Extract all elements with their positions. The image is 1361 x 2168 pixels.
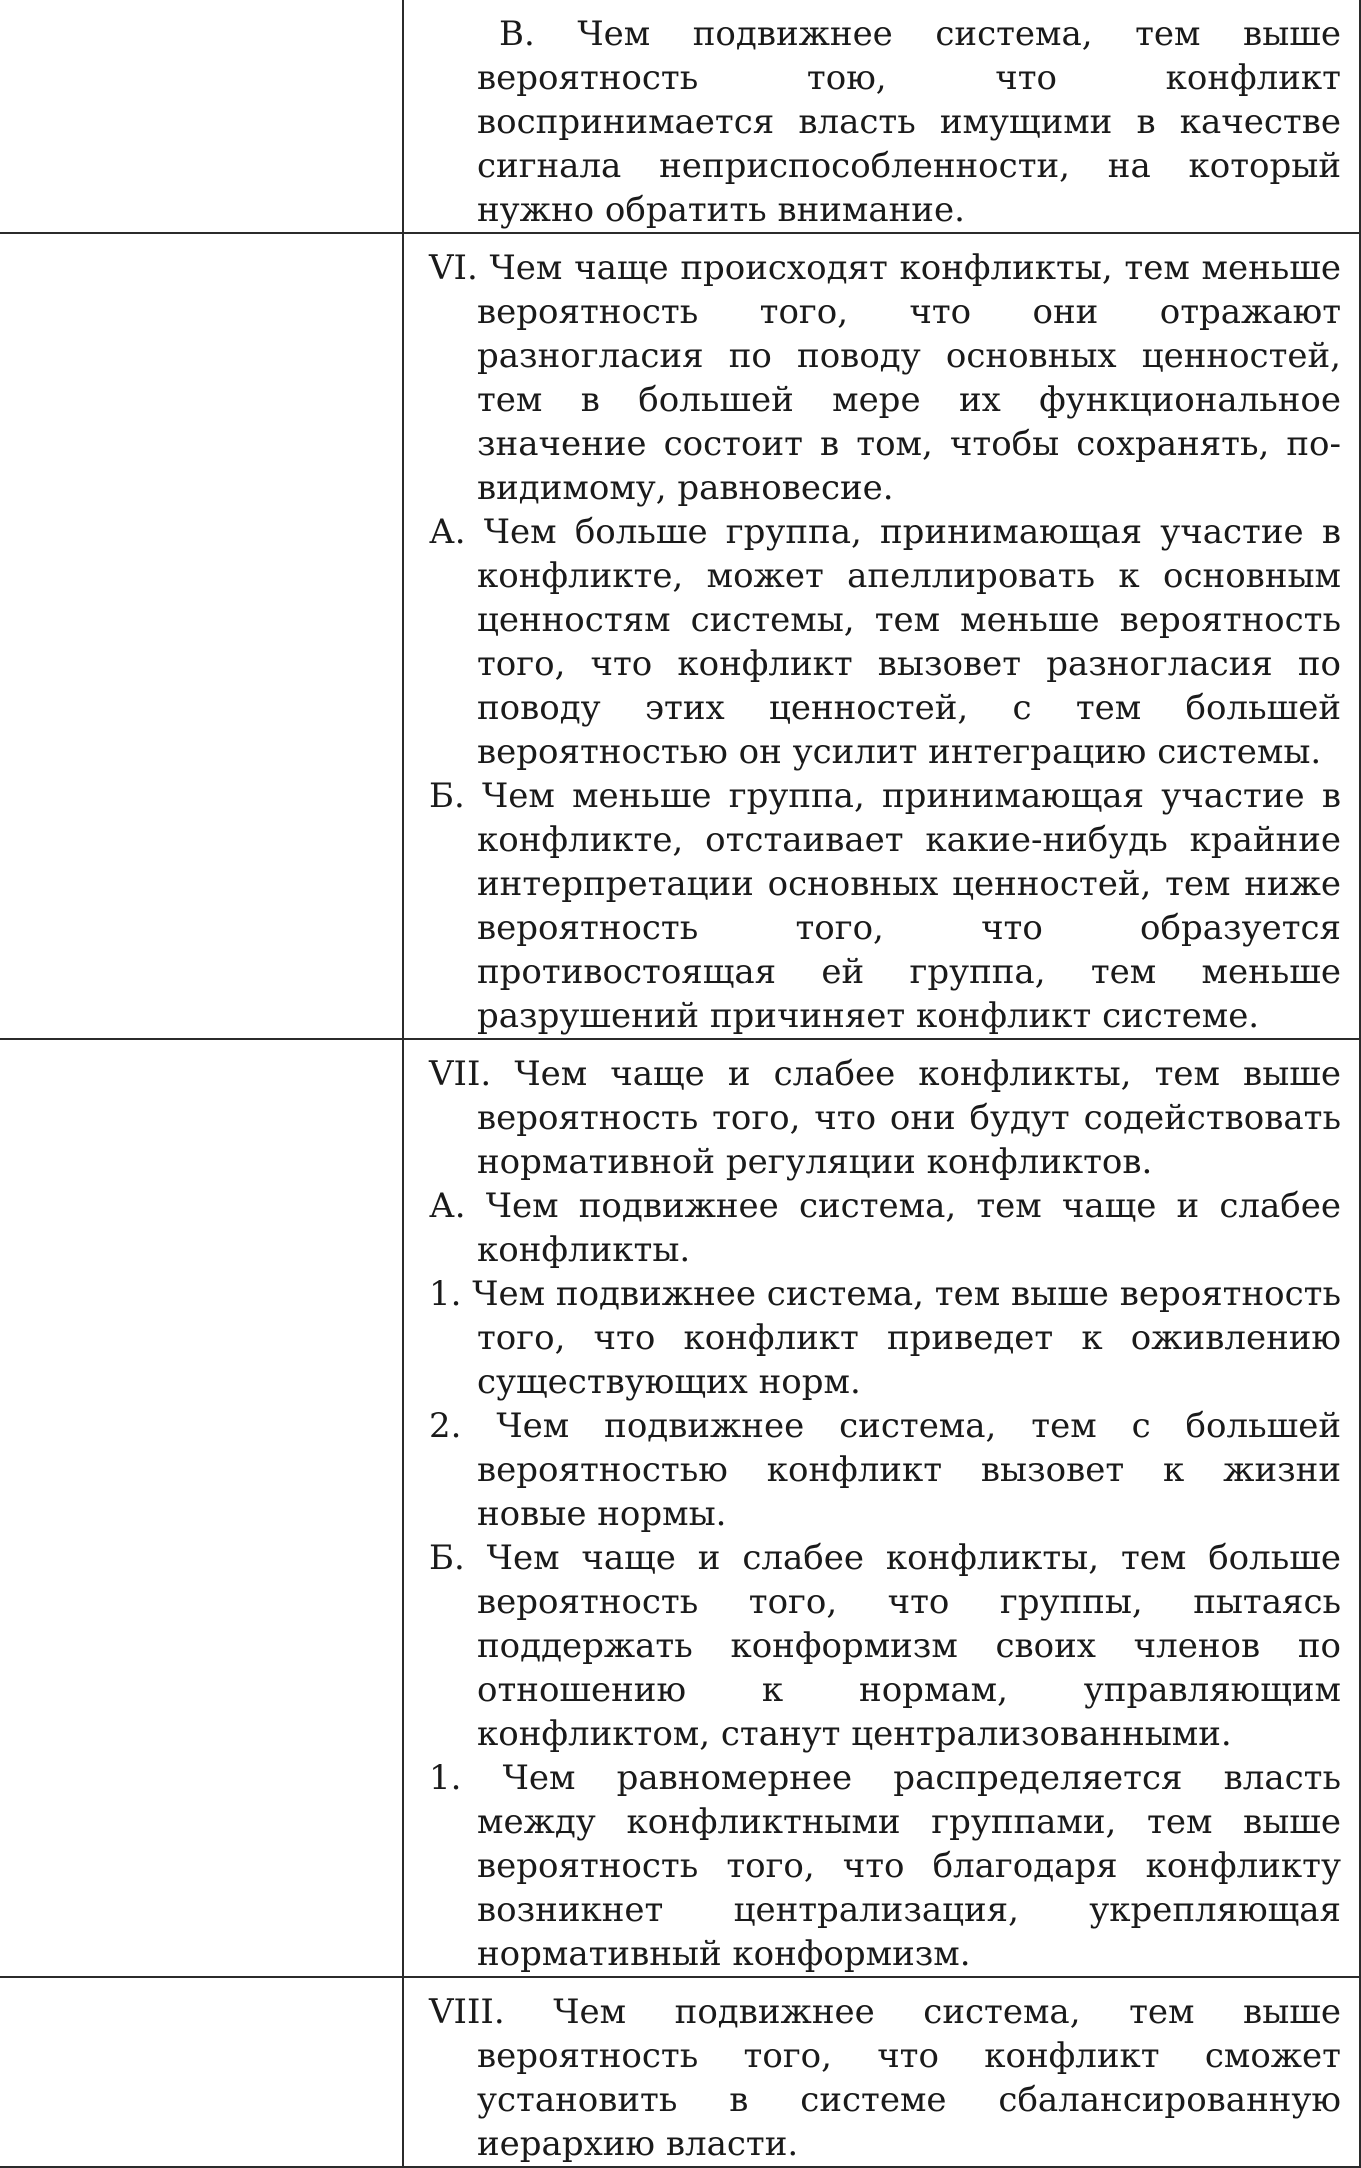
proposition-cell [403,1977,1360,2167]
proposition-item: 1. Чем подвижнее система, тем выше вероятность того, что конфликт приведет к оживлению существующих норм. [429,1274,1341,1402]
proposition-item: Б. Чем меньше группа, принимающая участие в конфликте, отстаивает какие-нибудь крайние интерпретации основных ценностей, тем ниже вероятность того, что образуется противостоящая ей группа, тем меньше разрушений причиняет конфликт системе. [429,776,1341,1036]
table-row [0,1039,1360,1977]
empty-left-cell [0,0,403,233]
proposition-item: В. Чем подвижнее система, тем выше вероятность тою, что конфликт воспринимается власть имущими в качестве сигнала неприспособленности, на который нужно обратить внимание. [477,14,1341,230]
proposition-item: 1. Чем равномернее распределяется власть между конфликтными группами, тем выше вероятность того, что благодаря конфликту возникнет централизация, укрепляющая нормативный конформизм. [429,1758,1341,1974]
empty-left-cell [0,233,403,1039]
proposition-item: А. Чем больше группа, принимающая участие в конфликте, может апеллировать к основным ценностям системы, тем меньше вероятность того, что конфликт вызовет разногласия по поводу этих ценностей, с тем большей вероятностью он усилит интеграцию системы. [429,512,1341,772]
proposition-item: Б. Чем чаще и слабее конфликты, тем больше вероятность того, что группы, пытаясь поддержать конформизм своих членов по отношению к нормам, управляющим конфликтом, станут централизованными. [429,1538,1341,1754]
proposition-item: 2. Чем подвижнее система, тем с большей вероятностью конфликт вызовет к жизни новые нормы. [429,1406,1341,1534]
proposition-cell [403,0,1360,233]
proposition-item: VIII. Чем подвижнее система, тем выше вероятность того, что конфликт сможет установить в системе сбалансированную иерархию власти. [429,1992,1341,2164]
proposition-cell [403,1039,1360,1977]
empty-left-cell [0,1977,403,2167]
proposition-item: А. Чем подвижнее система, тем чаще и слабее конфликты. [429,1186,1341,1270]
table-row [0,0,1360,233]
proposition-item: VI. Чем чаще происходят конфликты, тем меньше вероятность того, что они отражают разногласия по поводу основных ценностей, тем в большей мере их функциональное значение состоит в том, чтобы сохранять, по-видимому, равновесие. [429,248,1341,508]
proposition-cell [403,233,1360,1039]
table-row [0,1977,1360,2167]
table-row [0,233,1360,1039]
empty-left-cell [0,1039,403,1977]
proposition-item: VII. Чем чаще и слабее конфликты, тем выше вероятность того, что они будут содействовать нормативной регуляции конфликтов. [429,1054,1341,1182]
